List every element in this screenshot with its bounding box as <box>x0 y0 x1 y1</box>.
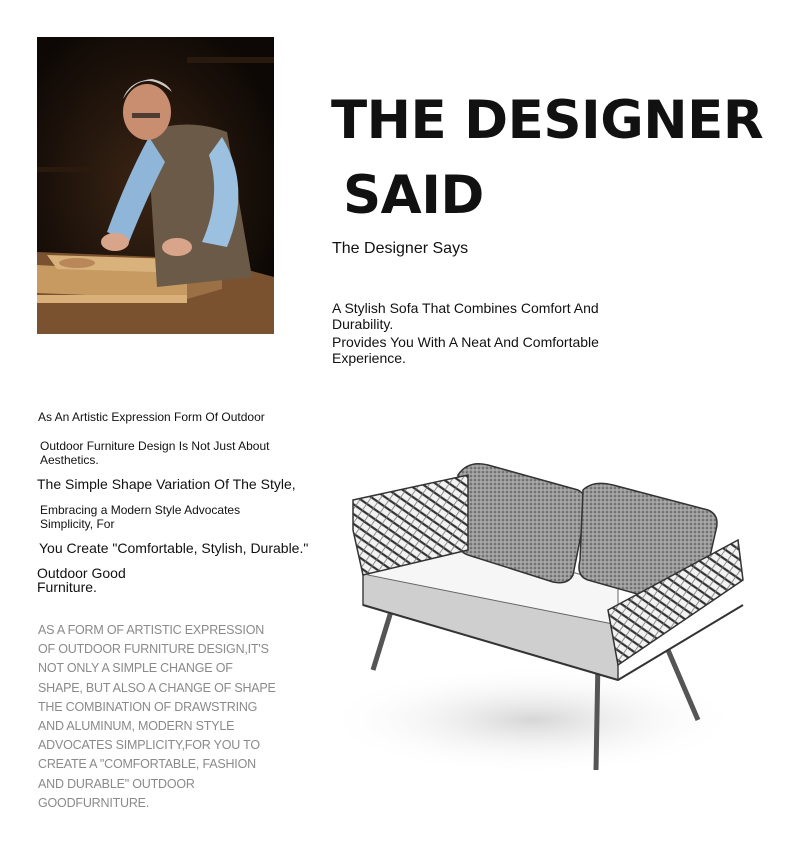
intro-line-2: Durability. <box>332 316 394 332</box>
craftsman-illustration <box>37 37 274 334</box>
title-line-1: THE DESIGNER <box>331 90 764 151</box>
description-line-6: Outdoor Good Furniture. <box>37 565 126 595</box>
english-paragraph: AS A FORM OF ARTISTIC EXPRESSION OF OUTDOOR FURNITURE DESIGN,IT'S NOT ONLY A SIMPLE CHANGE OF SHAPE, BUT ALSO A CHANGE OF SHAPE THE COMBINATION OF DRAWSTRING AND ALUMINUM, MODERN STYLE ADVOCATES SIMPLICITY,FOR YOU TO CREATE A "COMFORTABLE, FASHION AND DURABLE" OUTDOOR GOODFURNITURE. <box>38 623 276 810</box>
intro-line-1: A Stylish Sofa That Combines Comfort And <box>332 300 599 316</box>
designer-photo <box>37 37 274 334</box>
description-line-5: You Create "Comfortable, Stylish, Durable." <box>39 540 309 556</box>
title-line-2: SAID <box>343 165 484 226</box>
description-line-2: Outdoor Furniture Design Is Not Just About Aesthetics. <box>40 439 270 467</box>
description-line-1: As An Artistic Expression Form Of Outdoor <box>38 410 265 424</box>
description-line-4: Embracing a Modern Style Advocates Simplicity, For <box>40 503 241 531</box>
subtitle: The Designer Says <box>332 240 469 257</box>
sofa-illustration <box>318 455 758 785</box>
intro-text <box>332 300 652 366</box>
intro-line-3: Provides You With A Neat And Comfortable <box>332 334 599 350</box>
description-line-3: The Simple Shape Variation Of The Style, <box>37 476 296 492</box>
sofa-sketch <box>318 455 758 785</box>
intro-line-4: Experience. <box>332 350 406 366</box>
page-title <box>331 83 763 233</box>
